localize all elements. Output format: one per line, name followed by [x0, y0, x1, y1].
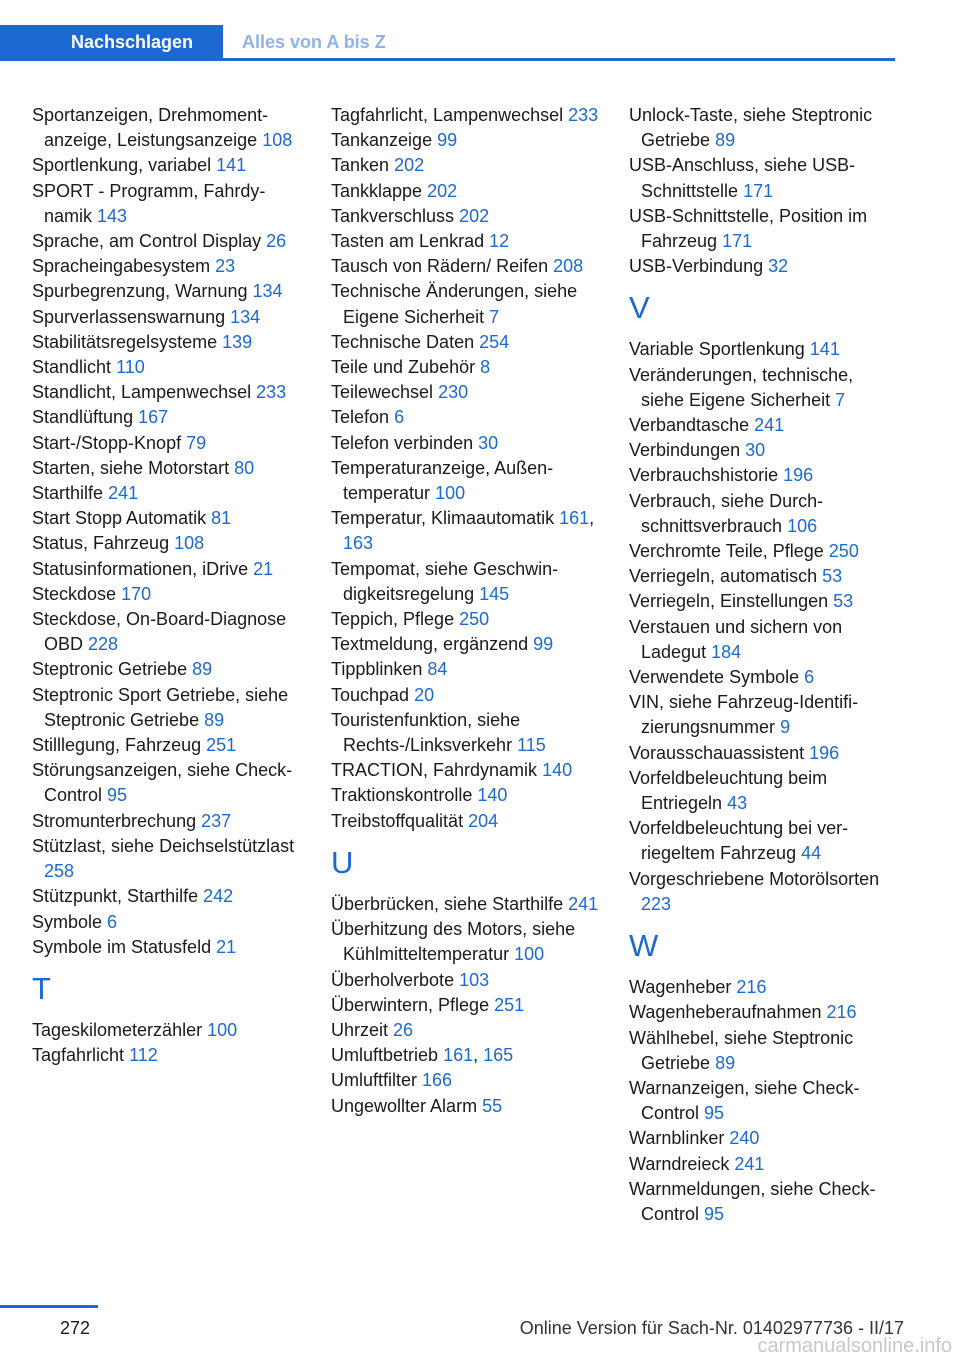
- page-reference-link[interactable]: 55: [482, 1095, 503, 1116]
- index-entry-term: Verchromte Teile, Pflege: [629, 541, 824, 562]
- page-reference-link[interactable]: 250: [828, 541, 859, 562]
- page-reference-link[interactable]: 250: [459, 609, 490, 630]
- index-entry: [32, 179, 304, 229]
- index-entry: [629, 589, 901, 614]
- page-reference-link[interactable]: 103: [459, 969, 490, 990]
- index-column-1: [32, 103, 304, 1068]
- page-reference-link[interactable]: 26: [266, 231, 287, 252]
- page-reference-link[interactable]: 204: [468, 810, 499, 831]
- index-entry: [32, 456, 304, 481]
- page-reference-link[interactable]: 233: [256, 382, 287, 403]
- index-entry: [629, 816, 901, 866]
- index-entry-term: Verbrauch, siehe Durchschnittsverbrauch: [629, 490, 824, 536]
- page-reference-link[interactable]: 21: [216, 936, 237, 957]
- index-entry: [331, 380, 603, 405]
- page-reference-link[interactable]: 84: [427, 659, 448, 680]
- page-reference-link[interactable]: 161: [559, 508, 590, 529]
- index-entry: [32, 405, 304, 430]
- index-entry-term: Uhrzeit: [331, 1019, 389, 1040]
- index-entry: [629, 337, 901, 362]
- index-entry: [331, 128, 603, 153]
- page-reference-link[interactable]: 237: [201, 810, 232, 831]
- page-reference-link[interactable]: 110: [116, 357, 145, 378]
- index-entry-term: Symbole: [32, 911, 103, 932]
- index-entry: [32, 1018, 304, 1043]
- page-reference-link[interactable]: 8: [480, 357, 491, 378]
- page-reference-link[interactable]: 99: [437, 130, 458, 151]
- index-entry-term: Start-/Stopp-Knopf: [32, 432, 182, 453]
- index-entry: [629, 564, 901, 589]
- index-entry-term: Touristenfunktion, siehe Rechts-/Linksverkehr: [331, 709, 521, 756]
- index-entry: [32, 683, 304, 733]
- index-entry-term: Spracheingabesystem: [32, 256, 211, 277]
- index-entry: [331, 204, 603, 229]
- index-entry-term: Tageskilometerzähler: [32, 1019, 203, 1040]
- index-entry: [331, 708, 603, 758]
- page-reference-link[interactable]: 241: [754, 415, 785, 436]
- page-reference-link[interactable]: 165: [483, 1045, 514, 1066]
- index-entry: [331, 153, 603, 178]
- index-entry: Temperatur, Klimaautomatik 161, 163: [331, 508, 595, 554]
- index-entry-term: Telefon: [331, 407, 390, 428]
- index-entry-term: Verriegeln, Einstellungen: [629, 591, 829, 612]
- footer-rule: [0, 1305, 98, 1308]
- index-entry: [331, 892, 603, 917]
- index-entry: [331, 758, 603, 783]
- page-reference-link[interactable]: 202: [459, 205, 490, 226]
- index-entry: [32, 330, 304, 355]
- index-letter-heading: W: [629, 928, 659, 964]
- index-entry-term: Wählhebel, siehe Steptronic Getriebe: [629, 1027, 854, 1073]
- index-entry: [629, 438, 901, 463]
- page-reference-link[interactable]: 140: [542, 760, 573, 781]
- index-entry-term: Steptronic Getriebe: [32, 659, 188, 680]
- page-reference-link[interactable]: 202: [394, 155, 425, 176]
- index-entry-term: Verriegeln, automatisch: [629, 566, 818, 587]
- page-reference-link[interactable]: 233: [568, 105, 599, 125]
- watermark: carmanualsonline.info: [757, 1335, 952, 1357]
- index-entry: [32, 355, 304, 380]
- page-reference-link[interactable]: 89: [715, 1052, 736, 1073]
- page-reference-link[interactable]: 106: [787, 515, 818, 536]
- page-reference-link[interactable]: 254: [479, 331, 510, 352]
- index-entry: [629, 1000, 901, 1025]
- page-reference-link[interactable]: 134: [230, 306, 261, 327]
- page-reference-link[interactable]: 26: [393, 1019, 414, 1040]
- index-entry-term: Technische Änderungen, siehe Eigene Sicherheit: [331, 281, 578, 327]
- page-reference-link[interactable]: 80: [234, 457, 255, 478]
- index-entry: [32, 506, 304, 531]
- page-reference-link[interactable]: 115: [517, 735, 546, 756]
- index-entry-term: Stilllegung, Fahrzeug: [32, 735, 202, 756]
- index-entry: [331, 456, 603, 506]
- index-entry: [629, 975, 901, 1000]
- index-entry: [32, 582, 304, 607]
- index-entry-term: Traktionskontrolle: [331, 785, 473, 806]
- tab-nachschlagen[interactable]: Nachschlagen: [0, 25, 223, 61]
- index-entry: [331, 279, 603, 329]
- page-reference-link[interactable]: 53: [822, 566, 843, 587]
- page-reference-link[interactable]: 100: [207, 1019, 238, 1040]
- index-entry: [331, 431, 603, 456]
- page-reference-link[interactable]: 95: [704, 1203, 725, 1224]
- index-column-3: [629, 103, 901, 1227]
- index-entry: [629, 690, 901, 740]
- page-reference-link[interactable]: 161: [443, 1045, 474, 1066]
- index-entry: [331, 330, 603, 355]
- page-reference-link[interactable]: 30: [478, 432, 499, 453]
- page-reference-link[interactable]: 81: [211, 508, 232, 529]
- index-entry-term: Stützlast, siehe Deichselstützlast: [32, 835, 295, 856]
- index-entry-term: Standlicht, Lampenwechsel: [32, 382, 252, 403]
- index-entry: [629, 153, 901, 203]
- index-entry: [32, 733, 304, 758]
- page-reference-link[interactable]: 202: [427, 180, 458, 201]
- index-entry-term: Vorfeldbeleuchtung beim Entriegeln: [629, 767, 828, 814]
- index-entry-term: Tanken: [331, 155, 390, 176]
- index-entry-term: Temperaturanzeige, Außentemperatur: [331, 457, 554, 504]
- index-entry-term: USB-Anschluss, siehe USB-Schnittstelle: [629, 155, 856, 201]
- index-entry: [629, 413, 901, 438]
- index-entry-term: Spurbegrenzung, Warnung: [32, 281, 248, 302]
- index-entry: [32, 657, 304, 682]
- index-entry-term: Sportlenkung, variabel: [32, 155, 212, 176]
- index-entry-term: Symbole im Statusfeld: [32, 936, 212, 957]
- index-entry-term: Verstauen und sichern von Ladegut: [629, 616, 843, 662]
- index-entry-term: Starten, siehe Motorstart: [32, 457, 230, 478]
- page-reference-link[interactable]: 7: [489, 306, 500, 327]
- index-entry-term: USB-Schnittstelle, Position im Fahrzeug: [629, 205, 868, 252]
- page-reference-link[interactable]: 9: [780, 717, 791, 738]
- page-reference-link[interactable]: 170: [121, 583, 152, 604]
- index-entry: [629, 867, 901, 917]
- index-entry: [32, 1043, 304, 1068]
- page-reference-link[interactable]: 43: [727, 793, 748, 814]
- index-entry: [331, 657, 603, 682]
- page-reference-link[interactable]: 141: [809, 339, 840, 360]
- page-reference-link[interactable]: 12: [489, 231, 510, 252]
- page-reference-link[interactable]: 100: [435, 483, 466, 504]
- index-entry: [32, 153, 304, 178]
- index-entry-term: Tausch von Rädern/ Reifen: [331, 256, 549, 277]
- page-reference-link[interactable]: 89: [715, 130, 736, 151]
- index-entry: [32, 103, 304, 153]
- index-entry-term: Temperatur, Klimaautomatik: [331, 508, 555, 529]
- page-reference-link[interactable]: 241: [568, 893, 599, 914]
- index-entry: [629, 1076, 901, 1126]
- index-entry: [331, 103, 603, 128]
- index-entry-term: Telefon verbinden: [331, 432, 474, 453]
- index-entry: [32, 305, 304, 330]
- index-entry: [32, 531, 304, 556]
- index-entry-term: Überhitzung des Motors, siehe Kühlmitteltemperatur: [331, 919, 576, 965]
- index-entry: [629, 103, 901, 153]
- page-reference-link[interactable]: 134: [252, 281, 283, 302]
- index-entry-term: Tempomat, siehe Geschwindigkeitsregelung: [331, 558, 559, 604]
- page-reference-link[interactable]: 184: [711, 641, 742, 662]
- index-entry-term: Teilewechsel: [331, 382, 434, 403]
- index-entry-term: Touchpad: [331, 684, 410, 705]
- index-entry-term: Tippblinken: [331, 659, 423, 680]
- page-reference-link[interactable]: 140: [477, 785, 508, 806]
- index-entry-term: Treibstoffqualität: [331, 810, 464, 831]
- index-entry-term: Statusinformationen, iDrive: [32, 558, 249, 579]
- page-reference-link[interactable]: 6: [107, 911, 118, 932]
- page-reference-link[interactable]: 171: [743, 180, 774, 201]
- index-entry-term: Warnanzeigen, siehe Check-Control: [629, 1077, 860, 1124]
- index-entry: [629, 741, 901, 766]
- index-entry-term: Tankklappe: [331, 180, 423, 201]
- index-entry-term: Warnblinker: [629, 1128, 725, 1149]
- page-reference-link[interactable]: 32: [768, 256, 789, 277]
- index-entry: [331, 1068, 603, 1093]
- index-entry: [331, 1018, 603, 1043]
- index-entry-term: TRACTION, Fahrdynamik: [331, 760, 538, 781]
- index-entry: [629, 766, 901, 816]
- index-entry-term: VIN, siehe Fahrzeug-Identifizierungsnummer: [629, 692, 859, 738]
- page-reference-link[interactable]: 108: [262, 130, 293, 151]
- page-reference-link[interactable]: 143: [97, 205, 128, 226]
- page-reference-link[interactable]: 240: [729, 1128, 760, 1149]
- index-entry: [32, 884, 304, 909]
- index-entry-term: Überbrücken, siehe Starthilfe: [331, 893, 564, 914]
- index-entry: [32, 229, 304, 254]
- page-reference-link[interactable]: 251: [206, 735, 237, 756]
- index-entry: [331, 783, 603, 808]
- page-reference-link[interactable]: 223: [641, 893, 672, 914]
- index-entry: [331, 254, 603, 279]
- index-entry-term: Tankanzeige: [331, 130, 433, 151]
- index-entry: [331, 405, 603, 430]
- index-entry: [629, 615, 901, 665]
- page-reference-link[interactable]: 112: [129, 1045, 158, 1066]
- index-entry-term: Tagfahrlicht: [32, 1045, 125, 1066]
- index-entry: [32, 254, 304, 279]
- index-entry-term: Störungsanzeigen, siehe Check-Control: [32, 760, 293, 806]
- page-reference-link[interactable]: 95: [704, 1103, 725, 1124]
- page-reference-link[interactable]: 251: [494, 994, 525, 1015]
- index-entry-term: Veränderungen, technische, siehe Eigene Sicherheit: [629, 364, 854, 410]
- index-entry: [629, 1177, 901, 1227]
- index-entry-term: Unlock-Taste, siehe Steptronic Getriebe: [629, 105, 873, 151]
- index-letter-heading: T: [32, 970, 51, 1006]
- page-reference-link[interactable]: 44: [801, 843, 822, 864]
- index-entry-term: SPORT - Programm, Fahrdynamik: [32, 180, 266, 226]
- index-entry: [32, 834, 304, 884]
- page-reference-link[interactable]: 99: [533, 634, 554, 655]
- index-entry-term: Teppich, Pflege: [331, 609, 455, 630]
- page-reference-link[interactable]: 258: [44, 861, 75, 882]
- index-entry-term: Variable Sportlenkung: [629, 339, 805, 360]
- index-entry-term: Wagenheber: [629, 977, 732, 998]
- index-entry-term: Vorausschauassistent: [629, 742, 805, 763]
- index-entry: [32, 279, 304, 304]
- index-entry: [32, 431, 304, 456]
- index-entry: [32, 380, 304, 405]
- index-entry: [331, 229, 603, 254]
- page-reference-link[interactable]: 6: [394, 407, 405, 428]
- index-entry-term: Sprache, am Control Display: [32, 231, 262, 252]
- index-entry-term: Verbrauchshistorie: [629, 465, 779, 486]
- page-reference-link[interactable]: 242: [203, 886, 234, 907]
- page-reference-link[interactable]: 89: [204, 709, 225, 730]
- page-reference-link[interactable]: 6: [804, 667, 815, 688]
- index-entry-term: USB-Verbindung: [629, 256, 764, 277]
- index-entry: [331, 557, 603, 607]
- index-entry-term: Stützpunkt, Starthilfe: [32, 886, 199, 907]
- index-entry: [32, 935, 304, 960]
- index-entry: [331, 809, 603, 834]
- page-reference-link[interactable]: 23: [215, 256, 236, 277]
- index-entry-term: Verbandtasche: [629, 415, 750, 436]
- index-entry-term: Warndreieck: [629, 1153, 730, 1174]
- index-entry-term: Ungewollter Alarm: [331, 1095, 478, 1116]
- index-entry-term: Umluftfilter: [331, 1070, 418, 1091]
- tab-alles-von-a-bis-z[interactable]: Alles von A bis Z: [242, 32, 386, 52]
- page-reference-link[interactable]: 139: [222, 331, 253, 352]
- index-entry-term: Überholverbote: [331, 969, 455, 990]
- index-entry: [331, 917, 603, 967]
- index-entry-term: Steckdose, On-Board-Diagnose OBD: [32, 609, 287, 655]
- page-reference-link[interactable]: 20: [414, 684, 435, 705]
- index-entry: [32, 758, 304, 808]
- page-reference-link[interactable]: 30: [745, 440, 766, 461]
- index-entry: [629, 665, 901, 690]
- page-reference-link[interactable]: 196: [783, 465, 814, 486]
- page-reference-link[interactable]: 21: [253, 558, 274, 579]
- index-entry-term: Standlicht: [32, 357, 112, 378]
- page-reference-link[interactable]: 208: [553, 256, 584, 277]
- index-entry-term: Verbindungen: [629, 440, 741, 461]
- index-entry: [331, 607, 603, 632]
- index-entry: [32, 607, 304, 657]
- index-entry-term: Steptronic Sport Getriebe, siehe Steptronic Getriebe: [32, 684, 289, 730]
- index-entry-term: Teile und Zubehör: [331, 357, 476, 378]
- index-entry-term: Steckdose: [32, 583, 117, 604]
- index-entry: [629, 204, 901, 254]
- index-entry-term: Wagenheberaufnahmen: [629, 1002, 822, 1023]
- index-entry-term: Standlüftung: [32, 407, 134, 428]
- page-number: 272: [60, 1318, 91, 1338]
- page-reference-link[interactable]: 166: [422, 1070, 453, 1091]
- index-entry-term: Umluftbetrieb: [331, 1045, 439, 1066]
- index-letter-heading: V: [629, 290, 650, 326]
- index-letter-heading: U: [331, 844, 354, 880]
- index-entry: [331, 355, 603, 380]
- index-entry: [629, 363, 901, 413]
- page-reference-link[interactable]: 228: [88, 634, 119, 655]
- index-entry-term: Tagfahrlicht, Lampenwechsel: [331, 105, 564, 125]
- index-entry: [331, 632, 603, 657]
- index-entry-term: Start Stopp Automatik: [32, 508, 207, 529]
- index-entry-term: Verwendete Symbole: [629, 667, 800, 688]
- page-reference-link[interactable]: 241: [108, 483, 139, 504]
- page-reference-link[interactable]: 79: [186, 432, 207, 453]
- index-entry: [32, 481, 304, 506]
- page-reference-link[interactable]: 230: [438, 382, 469, 403]
- page-reference-link[interactable]: 100: [514, 944, 545, 965]
- index-entry-term: Spurverlassenswarnung: [32, 306, 226, 327]
- index-entry: [629, 489, 901, 539]
- index-column-2: [331, 103, 603, 1119]
- page-reference-link[interactable]: 95: [107, 785, 128, 806]
- index-entry: [331, 683, 603, 708]
- page-reference-link[interactable]: 216: [826, 1002, 857, 1023]
- index-entry-term: Vorgeschriebene Motorölsorten: [629, 868, 880, 889]
- page-reference-link[interactable]: 53: [833, 591, 854, 612]
- page-reference-link[interactable]: 167: [138, 407, 169, 428]
- index-entry: [32, 557, 304, 582]
- page-reference-link[interactable]: 108: [174, 533, 205, 554]
- index-entry: [629, 463, 901, 488]
- page-header: [0, 25, 895, 61]
- index-entry: [331, 993, 603, 1018]
- page-reference-link[interactable]: 171: [722, 231, 753, 252]
- index-entry-term: Technische Daten: [331, 331, 475, 352]
- index-entry-term: Stabilitätsregelsysteme: [32, 331, 218, 352]
- page-reference-link[interactable]: 216: [736, 977, 767, 998]
- page-reference-link[interactable]: 7: [835, 389, 846, 410]
- index-entry-term: Sportanzeigen, Drehmomentanzeige, Leistungsanzeige: [32, 105, 269, 151]
- index-entry-term: Textmeldung, ergänzend: [331, 634, 529, 655]
- index-entry: [331, 179, 603, 204]
- index-entry: [32, 910, 304, 935]
- page-reference-link[interactable]: 196: [809, 742, 840, 763]
- page-reference-link[interactable]: 89: [192, 659, 213, 680]
- index-entry-term: Überwintern, Pflege: [331, 994, 490, 1015]
- index-entry-term: Warnmeldungen, siehe Check-Control: [629, 1178, 876, 1224]
- index-entry-term: Status, Fahrzeug: [32, 533, 170, 554]
- page-reference-link[interactable]: 141: [216, 155, 247, 176]
- index-entry-term: Tankverschluss: [331, 205, 455, 226]
- index-entry-term: Vorfeldbeleuchtung bei verriegeltem Fahrzeug: [629, 818, 849, 864]
- index-entry: [629, 539, 901, 564]
- index-entry: [331, 1094, 603, 1119]
- index-entry: [331, 968, 603, 993]
- index-entry-term: Stromunterbrechung: [32, 810, 197, 831]
- index-entry: [629, 254, 901, 279]
- page-reference-link[interactable]: 241: [734, 1153, 765, 1174]
- index-entry-term: Starthilfe: [32, 483, 104, 504]
- index-entry: [629, 1026, 901, 1076]
- index-entry: [629, 1126, 901, 1151]
- index-entry: Umluftbetrieb 161, 165: [331, 1045, 514, 1066]
- index-entry-term: Tasten am Lenkrad: [331, 231, 485, 252]
- header-rule: [0, 58, 895, 61]
- index-entry: [32, 809, 304, 834]
- online-version-note: Online Version für Sach-Nr. 01402977736 - II/17: [519, 1318, 904, 1338]
- index-entry: [629, 1152, 901, 1177]
- page-reference-link[interactable]: 145: [479, 583, 510, 604]
- page-reference-link[interactable]: 163: [343, 533, 374, 554]
